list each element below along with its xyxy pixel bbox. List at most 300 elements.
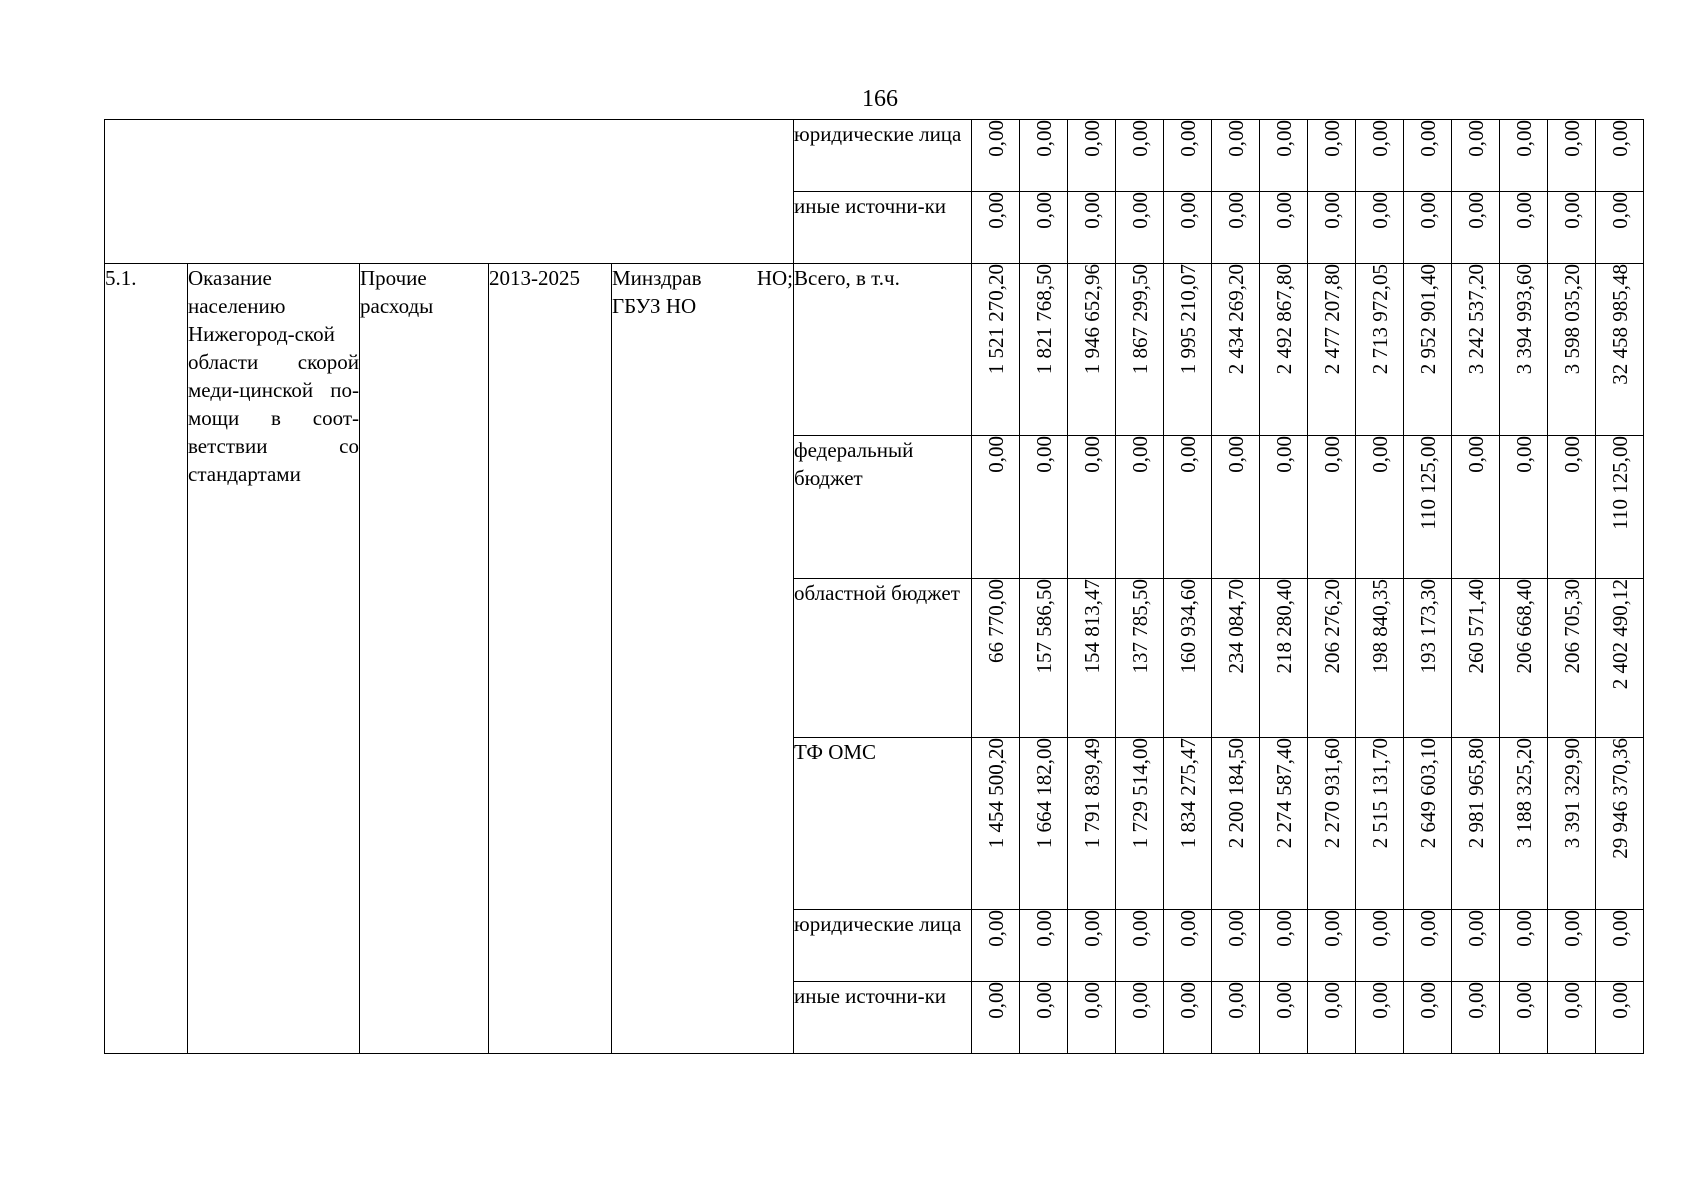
amount-cell: [1452, 436, 1500, 579]
amount-value: 0,00: [1271, 436, 1296, 473]
financing-table: [104, 119, 1644, 1054]
amount-cell: [1500, 436, 1548, 579]
amount-value: 0,00: [1271, 910, 1296, 947]
amount-wrap: [1548, 120, 1595, 165]
amount-cell: [1308, 579, 1356, 738]
amount-wrap: [1500, 579, 1547, 682]
amount-cell: [1500, 264, 1548, 436]
amount-value: 0,00: [1319, 192, 1344, 229]
amount-cell: [1164, 120, 1212, 192]
amount-value: 206 276,20: [1319, 579, 1344, 674]
item-name: Оказание населению Нижегород-​ской области скорой меди-​цинской по-​мощи в соот-​ветствии со стандартами: [188, 264, 360, 1054]
amount-value: 0,00: [1223, 192, 1248, 229]
amount-cell: [1116, 738, 1164, 910]
amount-wrap: [1404, 264, 1451, 382]
amount-wrap: [1548, 264, 1595, 382]
amount-cell: [1260, 264, 1308, 436]
amount-cell: [1356, 120, 1404, 192]
amount-wrap: [972, 982, 1019, 1027]
amount-wrap: [1068, 120, 1115, 165]
amount-cell: [1260, 910, 1308, 982]
amount-wrap: [1308, 982, 1355, 1027]
amount-wrap: [1164, 738, 1211, 856]
amount-wrap: [1116, 982, 1163, 1027]
amount-wrap: [1260, 982, 1307, 1027]
amount-value: 3 188 325,20: [1511, 738, 1536, 849]
amount-cell: [1212, 579, 1260, 738]
amount-cell: [1308, 982, 1356, 1054]
amount-value: 1 834 275,47: [1175, 738, 1200, 849]
amount-wrap: [1596, 264, 1643, 393]
amount-cell: [1164, 579, 1212, 738]
amount-wrap: [1260, 579, 1307, 682]
amount-cell: [1404, 436, 1452, 579]
amount-value: 0,00: [1127, 982, 1152, 1019]
amount-value: 3 391 329,90: [1559, 738, 1584, 849]
amount-wrap: [1020, 910, 1067, 955]
amount-cell: [1260, 579, 1308, 738]
amount-wrap: [1068, 910, 1115, 955]
amount-cell: [1020, 264, 1068, 436]
item-number: 5.1.: [105, 264, 188, 1054]
amount-cell: [1404, 738, 1452, 910]
amount-wrap: [1452, 579, 1499, 682]
amount-value: 1 454 500,20: [983, 738, 1008, 849]
amount-cell: [1596, 436, 1644, 579]
amount-wrap: [1164, 910, 1211, 955]
amount-value: 0,00: [1559, 436, 1584, 473]
amount-cell: [972, 192, 1020, 264]
amount-wrap: [1356, 192, 1403, 237]
amount-wrap: [1452, 264, 1499, 382]
amount-wrap: [1020, 192, 1067, 237]
amount-cell: [1212, 120, 1260, 192]
amount-value: 0,00: [1415, 192, 1440, 229]
amount-cell: [1452, 579, 1500, 738]
amount-cell: [1404, 192, 1452, 264]
amount-wrap: [1164, 579, 1211, 682]
amount-value: 0,00: [1031, 982, 1056, 1019]
amount-cell: [1164, 264, 1212, 436]
executor: Минздрав НО; ГБУЗ НО: [612, 264, 794, 1054]
amount-cell: [1356, 579, 1404, 738]
amount-cell: [1548, 436, 1596, 579]
amount-cell: [1068, 738, 1116, 910]
amount-cell: [972, 738, 1020, 910]
amount-value: 0,00: [1079, 910, 1104, 947]
amount-value: 0,00: [1607, 192, 1632, 229]
amount-value: 0,00: [1079, 192, 1104, 229]
amount-cell: [1548, 120, 1596, 192]
expense-type: Прочие расходы: [360, 264, 489, 1054]
amount-cell: [1260, 120, 1308, 192]
amount-wrap: [1164, 436, 1211, 481]
amount-cell: [1260, 192, 1308, 264]
amount-cell: [1020, 738, 1068, 910]
amount-wrap: [1164, 982, 1211, 1027]
amount-value: 137 785,50: [1127, 579, 1152, 674]
amount-wrap: [1308, 910, 1355, 955]
amount-value: 0,00: [1367, 436, 1392, 473]
amount-value: 32 458 985,48: [1607, 264, 1632, 385]
amount-wrap: [1500, 436, 1547, 481]
amount-value: 0,00: [1223, 982, 1248, 1019]
amount-value: 0,00: [1223, 910, 1248, 947]
amount-cell: [1212, 738, 1260, 910]
amount-wrap: [1356, 264, 1403, 382]
amount-wrap: [1308, 120, 1355, 165]
amount-value: 1 521 270,20: [983, 264, 1008, 375]
amount-value: 0,00: [1319, 120, 1344, 157]
amount-value: 154 813,47: [1079, 579, 1104, 674]
amount-wrap: [1548, 738, 1595, 856]
amount-value: 0,00: [1367, 120, 1392, 157]
amount-value: 2 981 965,80: [1463, 738, 1488, 849]
amount-wrap: [1548, 579, 1595, 682]
amount-value: 0,00: [1271, 982, 1296, 1019]
amount-wrap: [1116, 436, 1163, 481]
amount-cell: [1500, 982, 1548, 1054]
amount-cell: [1596, 579, 1644, 738]
amount-wrap: [1164, 120, 1211, 165]
amount-wrap: [972, 579, 1019, 671]
amount-cell: [1452, 120, 1500, 192]
funding-source-label: иные источни-​ки: [794, 982, 972, 1054]
amount-wrap: [1068, 982, 1115, 1027]
amount-wrap: [1548, 910, 1595, 955]
amount-value: 0,00: [1559, 120, 1584, 157]
amount-value: 3 598 035,20: [1559, 264, 1584, 375]
amount-wrap: [1020, 120, 1067, 165]
amount-cell: [1356, 192, 1404, 264]
amount-cell: [972, 264, 1020, 436]
amount-wrap: [1212, 436, 1259, 481]
amount-cell: [1020, 192, 1068, 264]
amount-value: 0,00: [1175, 436, 1200, 473]
amount-value: 1 946 652,96: [1079, 264, 1104, 375]
amount-wrap: [1596, 192, 1643, 237]
amount-cell: [1500, 738, 1548, 910]
amount-cell: [1500, 579, 1548, 738]
amount-cell: [1356, 910, 1404, 982]
amount-cell: [1116, 579, 1164, 738]
amount-cell: [1596, 264, 1644, 436]
amount-value: 0,00: [983, 436, 1008, 473]
amount-wrap: [1548, 982, 1595, 1027]
amount-wrap: [1260, 120, 1307, 165]
amount-cell: [1548, 579, 1596, 738]
amount-wrap: [1212, 738, 1259, 856]
amount-cell: [1596, 738, 1644, 910]
amount-value: 0,00: [1319, 436, 1344, 473]
amount-wrap: [972, 910, 1019, 955]
amount-value: 0,00: [983, 120, 1008, 157]
amount-cell: [1164, 982, 1212, 1054]
amount-value: 0,00: [1319, 910, 1344, 947]
amount-value: 0,00: [1559, 910, 1584, 947]
amount-value: 2 952 901,40: [1415, 264, 1440, 375]
amount-cell: [1548, 982, 1596, 1054]
funding-source-label: федеральный бюджет: [794, 436, 972, 579]
amount-wrap: [1020, 982, 1067, 1027]
amount-value: 234 084,70: [1223, 579, 1248, 674]
amount-value: 218 280,40: [1271, 579, 1296, 674]
amount-cell: [1308, 264, 1356, 436]
amount-wrap: [1116, 738, 1163, 856]
amount-wrap: [1404, 120, 1451, 165]
amount-cell: [1308, 436, 1356, 579]
amount-value: 0,00: [1175, 192, 1200, 229]
amount-value: 0,00: [1511, 120, 1536, 157]
amount-wrap: [1596, 910, 1643, 955]
amount-value: 0,00: [983, 982, 1008, 1019]
amount-cell: [1404, 579, 1452, 738]
amount-cell: [1068, 436, 1116, 579]
amount-value: 0,00: [1079, 120, 1104, 157]
amount-cell: [1596, 192, 1644, 264]
amount-value: 198 840,35: [1367, 579, 1392, 674]
amount-wrap: [1404, 738, 1451, 856]
amount-wrap: [1068, 738, 1115, 856]
amount-value: 0,00: [1511, 910, 1536, 947]
amount-cell: [1596, 982, 1644, 1054]
amount-wrap: [1212, 982, 1259, 1027]
amount-cell: [1548, 192, 1596, 264]
amount-cell: [1164, 910, 1212, 982]
amount-wrap: [1308, 738, 1355, 856]
amount-wrap: [1356, 738, 1403, 856]
amount-cell: [1404, 910, 1452, 982]
amount-value: 157 586,50: [1031, 579, 1056, 674]
amount-cell: [1500, 192, 1548, 264]
amount-value: 0,00: [1031, 910, 1056, 947]
amount-value: 66 770,00: [983, 579, 1008, 663]
amount-value: 0,00: [1559, 192, 1584, 229]
amount-wrap: [1452, 910, 1499, 955]
amount-wrap: [1404, 579, 1451, 682]
amount-cell: [1500, 120, 1548, 192]
amount-cell: [1308, 910, 1356, 982]
amount-cell: [972, 982, 1020, 1054]
amount-wrap: [1116, 579, 1163, 682]
amount-wrap: [1068, 436, 1115, 481]
amount-cell: [1452, 192, 1500, 264]
amount-value: 0,00: [1127, 910, 1152, 947]
funding-source-label: Всего, в т.ч.: [794, 264, 972, 436]
amount-value: 1 664 182,00: [1031, 738, 1056, 849]
amount-value: 0,00: [1607, 982, 1632, 1019]
amount-wrap: [1356, 910, 1403, 955]
amount-cell: [1116, 192, 1164, 264]
funding-source-label: областной бюджет: [794, 579, 972, 738]
amount-value: 0,00: [1463, 436, 1488, 473]
amount-wrap: [1356, 982, 1403, 1027]
amount-value: 2 200 184,50: [1223, 738, 1248, 849]
amount-cell: [1500, 910, 1548, 982]
amount-wrap: [1500, 910, 1547, 955]
amount-wrap: [1116, 910, 1163, 955]
amount-value: 2 649 603,10: [1415, 738, 1440, 849]
amount-wrap: [1212, 579, 1259, 682]
amount-wrap: [1404, 192, 1451, 237]
amount-value: 1 995 210,07: [1175, 264, 1200, 375]
funding-source-label: юридические лица: [794, 910, 972, 982]
amount-value: 206 705,30: [1559, 579, 1584, 674]
amount-cell: [1452, 910, 1500, 982]
amount-value: 2 270 931,60: [1319, 738, 1344, 849]
amount-value: 206 668,40: [1511, 579, 1536, 674]
amount-value: 0,00: [1175, 982, 1200, 1019]
amount-wrap: [972, 738, 1019, 856]
amount-wrap: [1452, 436, 1499, 481]
amount-wrap: [1164, 264, 1211, 382]
amount-wrap: [1308, 579, 1355, 682]
amount-wrap: [1116, 192, 1163, 237]
amount-value: 0,00: [983, 192, 1008, 229]
amount-wrap: [1404, 982, 1451, 1027]
amount-wrap: [1116, 264, 1163, 382]
amount-wrap: [1500, 982, 1547, 1027]
amount-value: 110 125,00: [1607, 436, 1632, 530]
amount-cell: [1164, 738, 1212, 910]
amount-wrap: [1500, 120, 1547, 165]
amount-wrap: [1068, 192, 1115, 237]
amount-cell: [1020, 579, 1068, 738]
amount-wrap: [972, 120, 1019, 165]
amount-wrap: [1212, 120, 1259, 165]
amount-value: 0,00: [1511, 436, 1536, 473]
amount-cell: [1356, 738, 1404, 910]
amount-wrap: [1164, 192, 1211, 237]
amount-cell: [1452, 264, 1500, 436]
amount-cell: [1596, 120, 1644, 192]
amount-cell: [1356, 436, 1404, 579]
amount-value: 0,00: [1607, 910, 1632, 947]
amount-cell: [1068, 910, 1116, 982]
amount-cell: [1068, 192, 1116, 264]
amount-cell: [1548, 738, 1596, 910]
amount-value: 0,00: [1463, 120, 1488, 157]
amount-value: 0,00: [1031, 436, 1056, 473]
amount-cell: [1260, 738, 1308, 910]
amount-cell: [1164, 192, 1212, 264]
amount-value: 260 571,40: [1463, 579, 1488, 674]
amount-wrap: [1404, 910, 1451, 955]
amount-cell: [1212, 192, 1260, 264]
amount-value: 193 173,30: [1415, 579, 1440, 674]
amount-cell: [1020, 982, 1068, 1054]
amount-wrap: [1500, 192, 1547, 237]
amount-wrap: [1212, 910, 1259, 955]
amount-cell: [1308, 120, 1356, 192]
amount-cell: [1116, 982, 1164, 1054]
amount-cell: [1116, 120, 1164, 192]
amount-value: 0,00: [1511, 982, 1536, 1019]
amount-cell: [1068, 264, 1116, 436]
amount-cell: [1116, 910, 1164, 982]
amount-wrap: [1596, 982, 1643, 1027]
amount-value: 0,00: [1031, 192, 1056, 229]
amount-value: 0,00: [1127, 436, 1152, 473]
amount-wrap: [972, 264, 1019, 382]
amount-value: 0,00: [1367, 982, 1392, 1019]
amount-value: 0,00: [1607, 120, 1632, 157]
amount-wrap: [1212, 264, 1259, 382]
amount-wrap: [1020, 436, 1067, 481]
amount-value: 0,00: [1079, 436, 1104, 473]
amount-cell: [1164, 436, 1212, 579]
amount-cell: [1596, 910, 1644, 982]
amount-cell: [1212, 436, 1260, 579]
amount-value: 0,00: [1415, 120, 1440, 157]
amount-cell: [1212, 982, 1260, 1054]
amount-value: 0,00: [1127, 120, 1152, 157]
amount-wrap: [1596, 436, 1643, 538]
funding-source-label: ТФ ОМС: [794, 738, 972, 910]
funding-source-label: иные источни-​ки: [794, 192, 972, 264]
amount-wrap: [1548, 192, 1595, 237]
amount-wrap: [1356, 436, 1403, 481]
amount-wrap: [1500, 738, 1547, 856]
amount-wrap: [1020, 579, 1067, 682]
amount-wrap: [1500, 264, 1547, 382]
amount-wrap: [1308, 192, 1355, 237]
amount-cell: [1548, 910, 1596, 982]
amount-cell: [972, 910, 1020, 982]
amount-value: 0,00: [1079, 982, 1104, 1019]
amount-cell: [1020, 120, 1068, 192]
amount-value: 2 515 131,70: [1367, 738, 1392, 849]
amount-wrap: [1260, 192, 1307, 237]
amount-wrap: [1308, 264, 1355, 382]
amount-wrap: [1452, 120, 1499, 165]
amount-value: 0,00: [1223, 120, 1248, 157]
amount-value: 0,00: [1367, 910, 1392, 947]
amount-value: 160 934,60: [1175, 579, 1200, 674]
amount-wrap: [1020, 738, 1067, 856]
amount-value: 2 713 972,05: [1367, 264, 1392, 375]
amount-wrap: [1596, 579, 1643, 697]
amount-value: 0,00: [1031, 120, 1056, 157]
amount-cell: [1452, 738, 1500, 910]
amount-cell: [1020, 910, 1068, 982]
amount-cell: [1068, 982, 1116, 1054]
amount-wrap: [1212, 192, 1259, 237]
amount-value: 1 729 514,00: [1127, 738, 1152, 849]
amount-value: 2 477 207,80: [1319, 264, 1344, 375]
amount-cell: [1356, 982, 1404, 1054]
amount-wrap: [1260, 436, 1307, 481]
amount-cell: [1452, 982, 1500, 1054]
amount-value: 0,00: [1463, 910, 1488, 947]
amount-value: 0,00: [1127, 192, 1152, 229]
amount-wrap: [1308, 436, 1355, 481]
amount-cell: [1356, 264, 1404, 436]
amount-value: 0,00: [1415, 910, 1440, 947]
amount-wrap: [1260, 264, 1307, 382]
table-row: [105, 120, 1644, 192]
amount-cell: [1260, 982, 1308, 1054]
amount-value: 0,00: [1175, 120, 1200, 157]
amount-wrap: [1260, 738, 1307, 856]
amount-cell: [1548, 264, 1596, 436]
amount-wrap: [972, 192, 1019, 237]
amount-wrap: [1068, 264, 1115, 382]
amount-wrap: [1452, 982, 1499, 1027]
amount-cell: [972, 120, 1020, 192]
amount-wrap: [1116, 120, 1163, 165]
period: 2013-​2025: [489, 264, 612, 1054]
